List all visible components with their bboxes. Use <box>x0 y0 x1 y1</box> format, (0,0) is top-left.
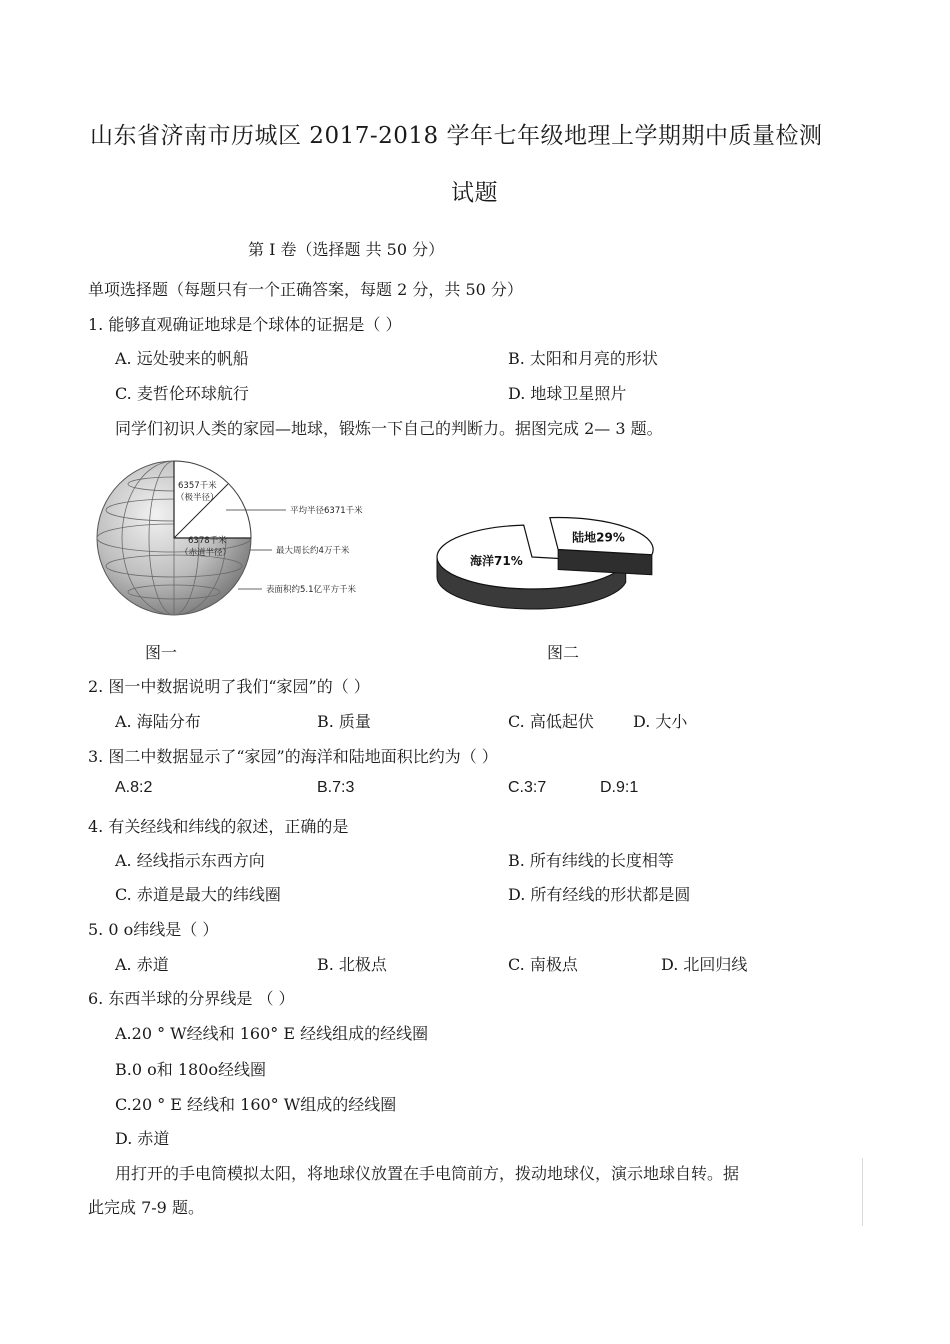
surface-area-label: 表面积约5.1亿平方千米 <box>266 585 357 595</box>
equator-radius-label: 6378千米 <box>188 536 227 546</box>
question-6-option-b: B.0 o和 180o经线圈 <box>115 1060 267 1079</box>
question-2-option-d: D. 大小 <box>633 712 688 731</box>
equator-radius-caption: （赤道半径） <box>180 548 232 558</box>
question-2-option-b: B. 质量 <box>317 712 371 731</box>
question-4-option-d: D. 所有经线的形状都是圆 <box>508 885 691 904</box>
question-2-option-c: C. 高低起伏 <box>508 712 594 731</box>
question-5-stem: 5. 0 o纬线是（ ） <box>88 920 219 939</box>
question-1-stem: 1. 能够直观确证地球是个球体的证据是（ ） <box>88 315 402 334</box>
section-heading: 第 I 卷（选择题 共 50 分） <box>248 240 445 259</box>
question-1-option-c: C. 麦哲伦环球航行 <box>115 384 249 403</box>
question-4-option-a: A. 经线指示东西方向 <box>115 851 265 870</box>
pie-label-ocean: 海洋71% <box>470 554 523 568</box>
intro-questions-2-3: 同学们初识人类的家园—地球，锻炼一下自己的判断力。据图完成 2— 3 题。 <box>115 419 663 438</box>
instructions: 单项选择题（每题只有一个正确答案，每题 2 分，共 50 分） <box>88 280 523 299</box>
question-3-option-c: C.3:7 <box>508 779 547 796</box>
polar-radius-caption: （极半径） <box>176 493 219 503</box>
question-5-option-a: A. 赤道 <box>115 955 169 974</box>
exam-title-line1: 山东省济南市历城区 2017-2018 学年七年级地理上学期期中质量检测 <box>90 123 823 149</box>
max-circumference-label: 最大周长约4万千米 <box>276 546 350 556</box>
pie-label-land: 陆地29% <box>572 530 625 545</box>
question-3-option-d: D.9:1 <box>600 779 639 796</box>
question-2-option-a: A. 海陆分布 <box>115 712 201 731</box>
question-1-option-d: D. 地球卫星照片 <box>508 384 627 403</box>
question-3-stem: 3. 图二中数据显示了“家园”的海洋和陆地面积比约为（ ） <box>88 747 498 766</box>
intro-questions-7-9-line2: 此完成 7-9 题。 <box>88 1198 204 1217</box>
mean-radius-label: 平均半径6371千米 <box>290 506 363 516</box>
question-6-stem: 6. 东西半球的分界线是 （ ） <box>88 989 295 1008</box>
question-6-option-a: A.20 ° W经线和 160° E 经线组成的经线圈 <box>115 1024 429 1043</box>
question-3-option-a: A.8:2 <box>115 779 153 796</box>
question-1-option-b: B. 太阳和月亮的形状 <box>508 349 658 368</box>
question-6-option-d: D. 赤道 <box>115 1129 170 1148</box>
figure-2-caption: 图二 <box>547 643 580 662</box>
page-edge-mark <box>862 1158 863 1226</box>
exam-title-line2: 试题 <box>451 180 498 206</box>
question-4-option-b: B. 所有纬线的长度相等 <box>508 851 674 870</box>
question-5-option-b: B. 北极点 <box>317 955 387 974</box>
question-3-option-b: B.7:3 <box>317 779 355 796</box>
question-4-stem: 4. 有关经线和纬线的叙述，正确的是 <box>88 817 349 836</box>
figure-1-caption: 图一 <box>145 643 178 662</box>
question-4-option-c: C. 赤道是最大的纬线圈 <box>115 885 281 904</box>
question-1-option-a: A. 远处驶来的帆船 <box>115 349 249 368</box>
question-5-option-c: C. 南极点 <box>508 955 578 974</box>
figure-2-pie-chart <box>420 505 680 620</box>
question-2-stem: 2. 图一中数据说明了我们“家园”的（ ） <box>88 677 370 696</box>
intro-questions-7-9-line1: 用打开的手电筒模拟太阳，将地球仪放置在手电筒前方，拨动地球仪，演示地球自转。据 <box>115 1164 740 1183</box>
figure-1-globe <box>90 448 390 628</box>
question-6-option-c: C.20 ° E 经线和 160° W组成的经线圈 <box>115 1095 397 1114</box>
question-5-option-d: D. 北回归线 <box>661 955 748 974</box>
polar-radius-label: 6357千米 <box>178 481 217 491</box>
